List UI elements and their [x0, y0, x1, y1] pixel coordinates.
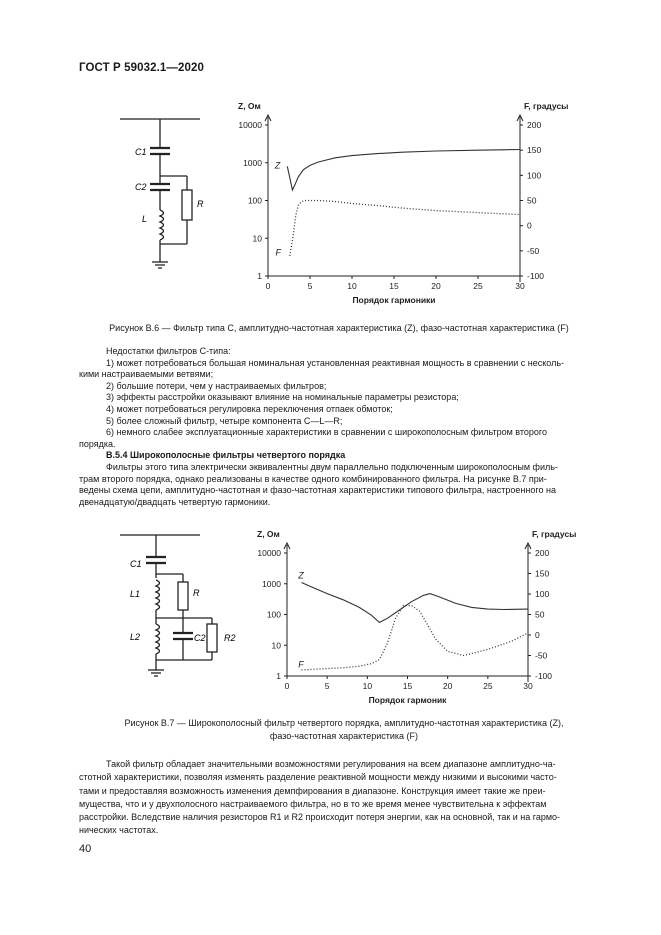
x-tick-label: 25 [473, 281, 483, 291]
y-right-tick-label: 0 [527, 220, 532, 231]
x-tick-label: 0 [284, 681, 290, 691]
list-item: 2) большие потери, чем у настраиваемых фильтров; [106, 380, 327, 391]
circuit-b6 [120, 119, 200, 268]
chart-b6 [238, 101, 568, 305]
r-label: R [197, 199, 204, 209]
y-right-axis-title: F, градусы [532, 529, 577, 539]
series-z-label: Z [298, 570, 304, 581]
section-line: двенадцатую/двадцать четвертую гармоники. [79, 496, 271, 507]
final-paragraph [79, 758, 609, 838]
y-right-axis-title: F, градусы [524, 101, 569, 111]
series-f-line [290, 201, 520, 256]
y-right-tick-label: 200 [527, 120, 542, 130]
figure-b7-caption [79, 717, 609, 743]
list-item: 6) немного слабее эксплуатационные характеристики в сравнении с широкополосным фильтром второго [106, 427, 548, 438]
y-right-tick-label: 150 [535, 568, 550, 579]
y-right-tick-label: 200 [535, 548, 550, 558]
y-right-tick-label: -100 [535, 671, 553, 681]
x-tick-label: 5 [324, 681, 330, 691]
y-right-tick-label: 50 [527, 195, 537, 206]
y-left-tick-label: 1000 [262, 578, 281, 589]
para-line: мущества, что и у двухполосного настраиваемого фильтра, но в то же время менее чувствительна к эффектам [79, 798, 547, 809]
y-left-tick-label: 10000 [257, 548, 281, 558]
x-tick-label: 25 [483, 681, 493, 691]
y-left-axis-title: Z, Ом [238, 101, 261, 111]
series-f-label: F [275, 247, 282, 258]
y-left-tick-label: 10 [252, 233, 262, 244]
r2-label: R2 [224, 633, 236, 643]
section-line: Фильтры этого типа электрически эквивалентны двум параллельно подключенным широкополосным филь- [106, 461, 558, 472]
c1-label: C1 [130, 559, 142, 569]
x-tick-label: 5 [307, 281, 313, 291]
x-tick-label: 15 [402, 681, 413, 691]
series-z-label: Z [274, 160, 281, 171]
y-left-axis-title: Z, Ом [257, 529, 280, 539]
para-line: тами и предоставляя возможность изменения демпфирования в диапазоне. Конструкция имеет такие же преи- [79, 785, 546, 796]
series-z-line [287, 150, 520, 191]
para-line: нических частотах. [79, 825, 159, 836]
list-intro: Недостатки фильтров С-типа: [106, 346, 231, 356]
disadvantages-list [79, 346, 609, 508]
section-line: ведены схема цепи, амплитудно-частотная и фазо-частотная характеристики типового фильтра, настроенного на [79, 485, 556, 496]
caption-line: Рисунок В.7 — Широкополосный фильтр четвертого порядка, амплитудно-частотная характеристика (Z), [124, 718, 564, 728]
c2-label: C2 [194, 633, 206, 643]
figure-b6-caption: Рисунок В.6 — Фильтр типа С, амплитудно-частотная характеристика (Z), фазо-частотная характеристика (F) [109, 323, 569, 333]
y-right-tick-label: 50 [535, 609, 545, 620]
document-code: ГОСТ Р 59032.1—2020 [79, 62, 204, 74]
x-tick-label: 15 [389, 281, 399, 291]
series-f-label: F [298, 659, 304, 670]
caption-line: фазо-частотная характеристика (F) [269, 731, 419, 741]
y-right-tick-label: -50 [527, 245, 540, 256]
x-axis-title: Порядок гармоники [352, 295, 436, 305]
x-tick-label: 30 [515, 281, 525, 291]
list-item: 3) эффекты расстройки оказывают влияние на номинальные параметры резистора; [106, 392, 459, 403]
section-heading: В.5.4 Широкополосные фильтры четвертого порядка [106, 450, 346, 461]
x-tick-label: 20 [442, 681, 453, 691]
l-label: L [142, 214, 148, 224]
x-tick-label: 0 [265, 281, 271, 291]
list-item: порядка. [79, 438, 116, 449]
y-left-tick-label: 1 [257, 271, 262, 281]
page-number: 40 [79, 843, 92, 855]
r-label: R [193, 588, 200, 598]
x-tick-label: 20 [431, 281, 441, 291]
para-line: Такой фильтр обладает значительными возможностями регулирования на всем диапазоне амплитудно-ча- [106, 759, 556, 769]
y-right-tick-label: -50 [535, 650, 548, 661]
c1-label: C1 [135, 147, 147, 157]
list-item: 4) может потребоваться регулировка переключения отпаек обмоток; [106, 403, 393, 414]
y-left-tick-label: 100 [266, 609, 281, 620]
y-left-tick-label: 1000 [243, 157, 262, 168]
y-right-tick-label: 100 [535, 589, 550, 599]
x-axis-title: Порядок гармоник [368, 695, 447, 705]
l1-label: L1 [130, 589, 141, 599]
y-right-tick-label: -100 [527, 271, 545, 281]
y-left-tick-label: 1 [276, 671, 281, 681]
list-item: 5) более сложный фильтр, четыре компонента С—L—R; [106, 415, 343, 426]
para-line: расстройки. Вследствие наличия резисторов R1 и R2 происходит потеря энергии, как на основной, так и на гармо- [79, 812, 561, 823]
y-left-tick-label: 10000 [238, 120, 262, 130]
c2-label: C2 [135, 182, 147, 192]
x-tick-label: 30 [523, 681, 533, 691]
x-tick-label: 10 [347, 281, 357, 291]
l2-label: L2 [130, 632, 141, 642]
list-item: кими настраиваемыми ветвями; [79, 369, 214, 380]
y-left-tick-label: 10 [271, 640, 281, 651]
section-line: трам второго порядка, однако реализованы в качестве одного комбинированного фильтра. На рисунке В.7 при- [79, 473, 547, 484]
y-right-tick-label: 100 [527, 170, 542, 181]
para-line: стотной характеристики, позволяя изменять разделение реактивной мощности между низкими и высокими часто- [79, 772, 557, 783]
list-item: 1) может потребоваться большая номинальная установленная реактивная мощность в сравнении с несколь- [106, 357, 565, 368]
y-left-tick-label: 100 [247, 195, 262, 206]
y-right-tick-label: 150 [527, 145, 542, 156]
x-tick-label: 10 [362, 681, 373, 691]
y-right-tick-label: 0 [535, 630, 540, 640]
